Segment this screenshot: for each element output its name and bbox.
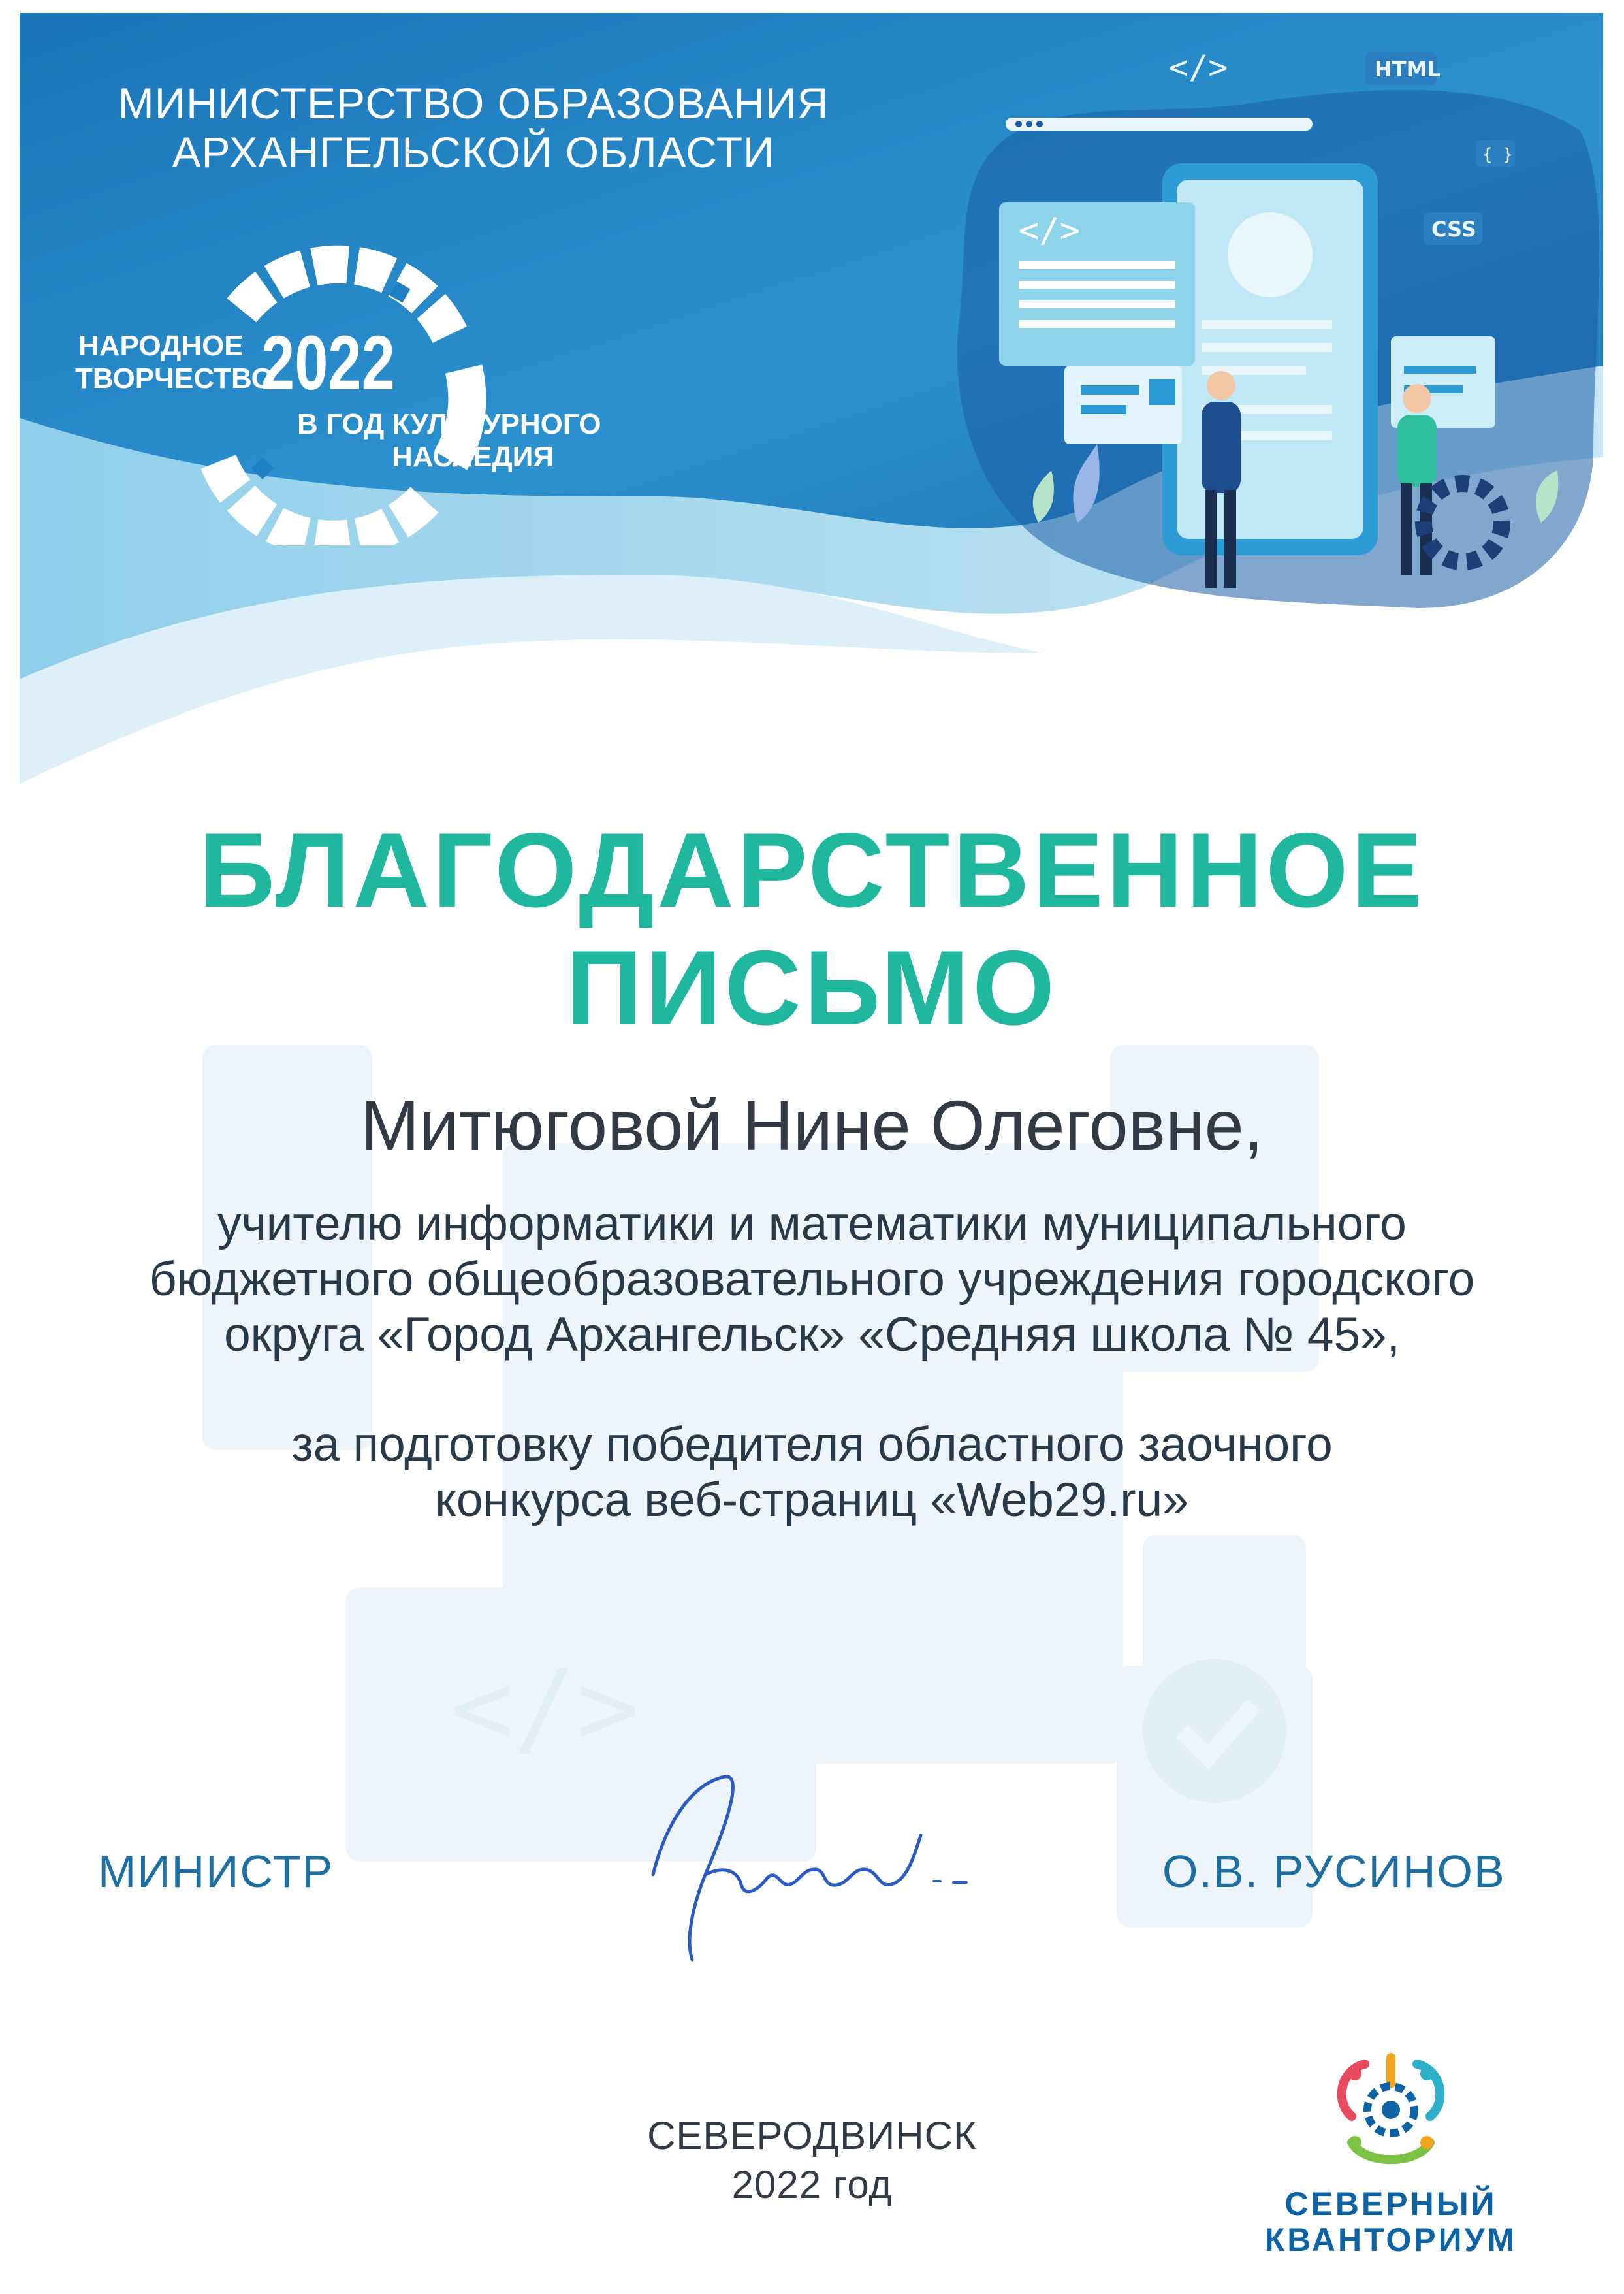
css-tag: CSS: [1431, 217, 1476, 242]
emblem-line1: НАРОДНОЕ: [78, 330, 244, 362]
emblem-year: 2022: [261, 320, 395, 406]
html-tag: HTML: [1375, 57, 1441, 82]
issue-year: 2022 год: [731, 2163, 893, 2206]
ministry-name-line2: АРХАНГЕЛЬСКОЙ ОБЛАСТИ: [172, 128, 775, 176]
code-tag-top: </>: [1169, 48, 1228, 86]
handwritten-signature: [627, 1724, 993, 1973]
document-title-line2: ПИСЬМО: [565, 929, 1059, 1047]
ministry-name-line1: МИНИСТЕРСТВО ОБРАЗОВАНИЯ: [118, 79, 829, 127]
signatory-name: О.В. РУСИНОВ: [1162, 1846, 1506, 1897]
code-tag-left: </>: [1019, 211, 1080, 250]
web-development-illustration: [966, 39, 1606, 601]
position-line: округа «Город Архангельск» «Средняя школа № 45»,: [224, 1308, 1400, 1361]
braces-tag: { }: [1482, 145, 1513, 165]
recipient-name: Митюговой Нине Олеговне,: [360, 1086, 1264, 1165]
reason-line: конкурса веб-страниц «Web29.ru»: [435, 1474, 1189, 1527]
kvantorium-logo-icon: [1326, 2044, 1456, 2175]
reason-line: за подготовку победителя областного заочного: [291, 1418, 1333, 1471]
issue-city: СЕВЕРОДВИНСК: [647, 2114, 977, 2157]
position-line: учителю информатики и математики муниципального: [217, 1197, 1407, 1250]
emblem-line2: ТВОРЧЕСТВО: [75, 363, 274, 395]
faint-code-icon: </>: [451, 1647, 639, 1769]
position-line: бюджетного общеобразовательного учреждения городского: [149, 1253, 1475, 1306]
document-title-line1: БЛАГОДАРСТВЕННОЕ: [199, 811, 1425, 929]
emblem-line4: НАСЛЕДИЯ: [392, 441, 554, 473]
emblem-line3: В ГОД КУЛЬТУРНОГО: [297, 408, 601, 440]
signatory-role: МИНИСТР: [98, 1846, 334, 1897]
kvantorium-logo-line1: СЕВЕРНЫЙ: [1284, 2186, 1497, 2222]
kvantorium-logo-line2: КВАНТОРИУМ: [1264, 2221, 1518, 2258]
